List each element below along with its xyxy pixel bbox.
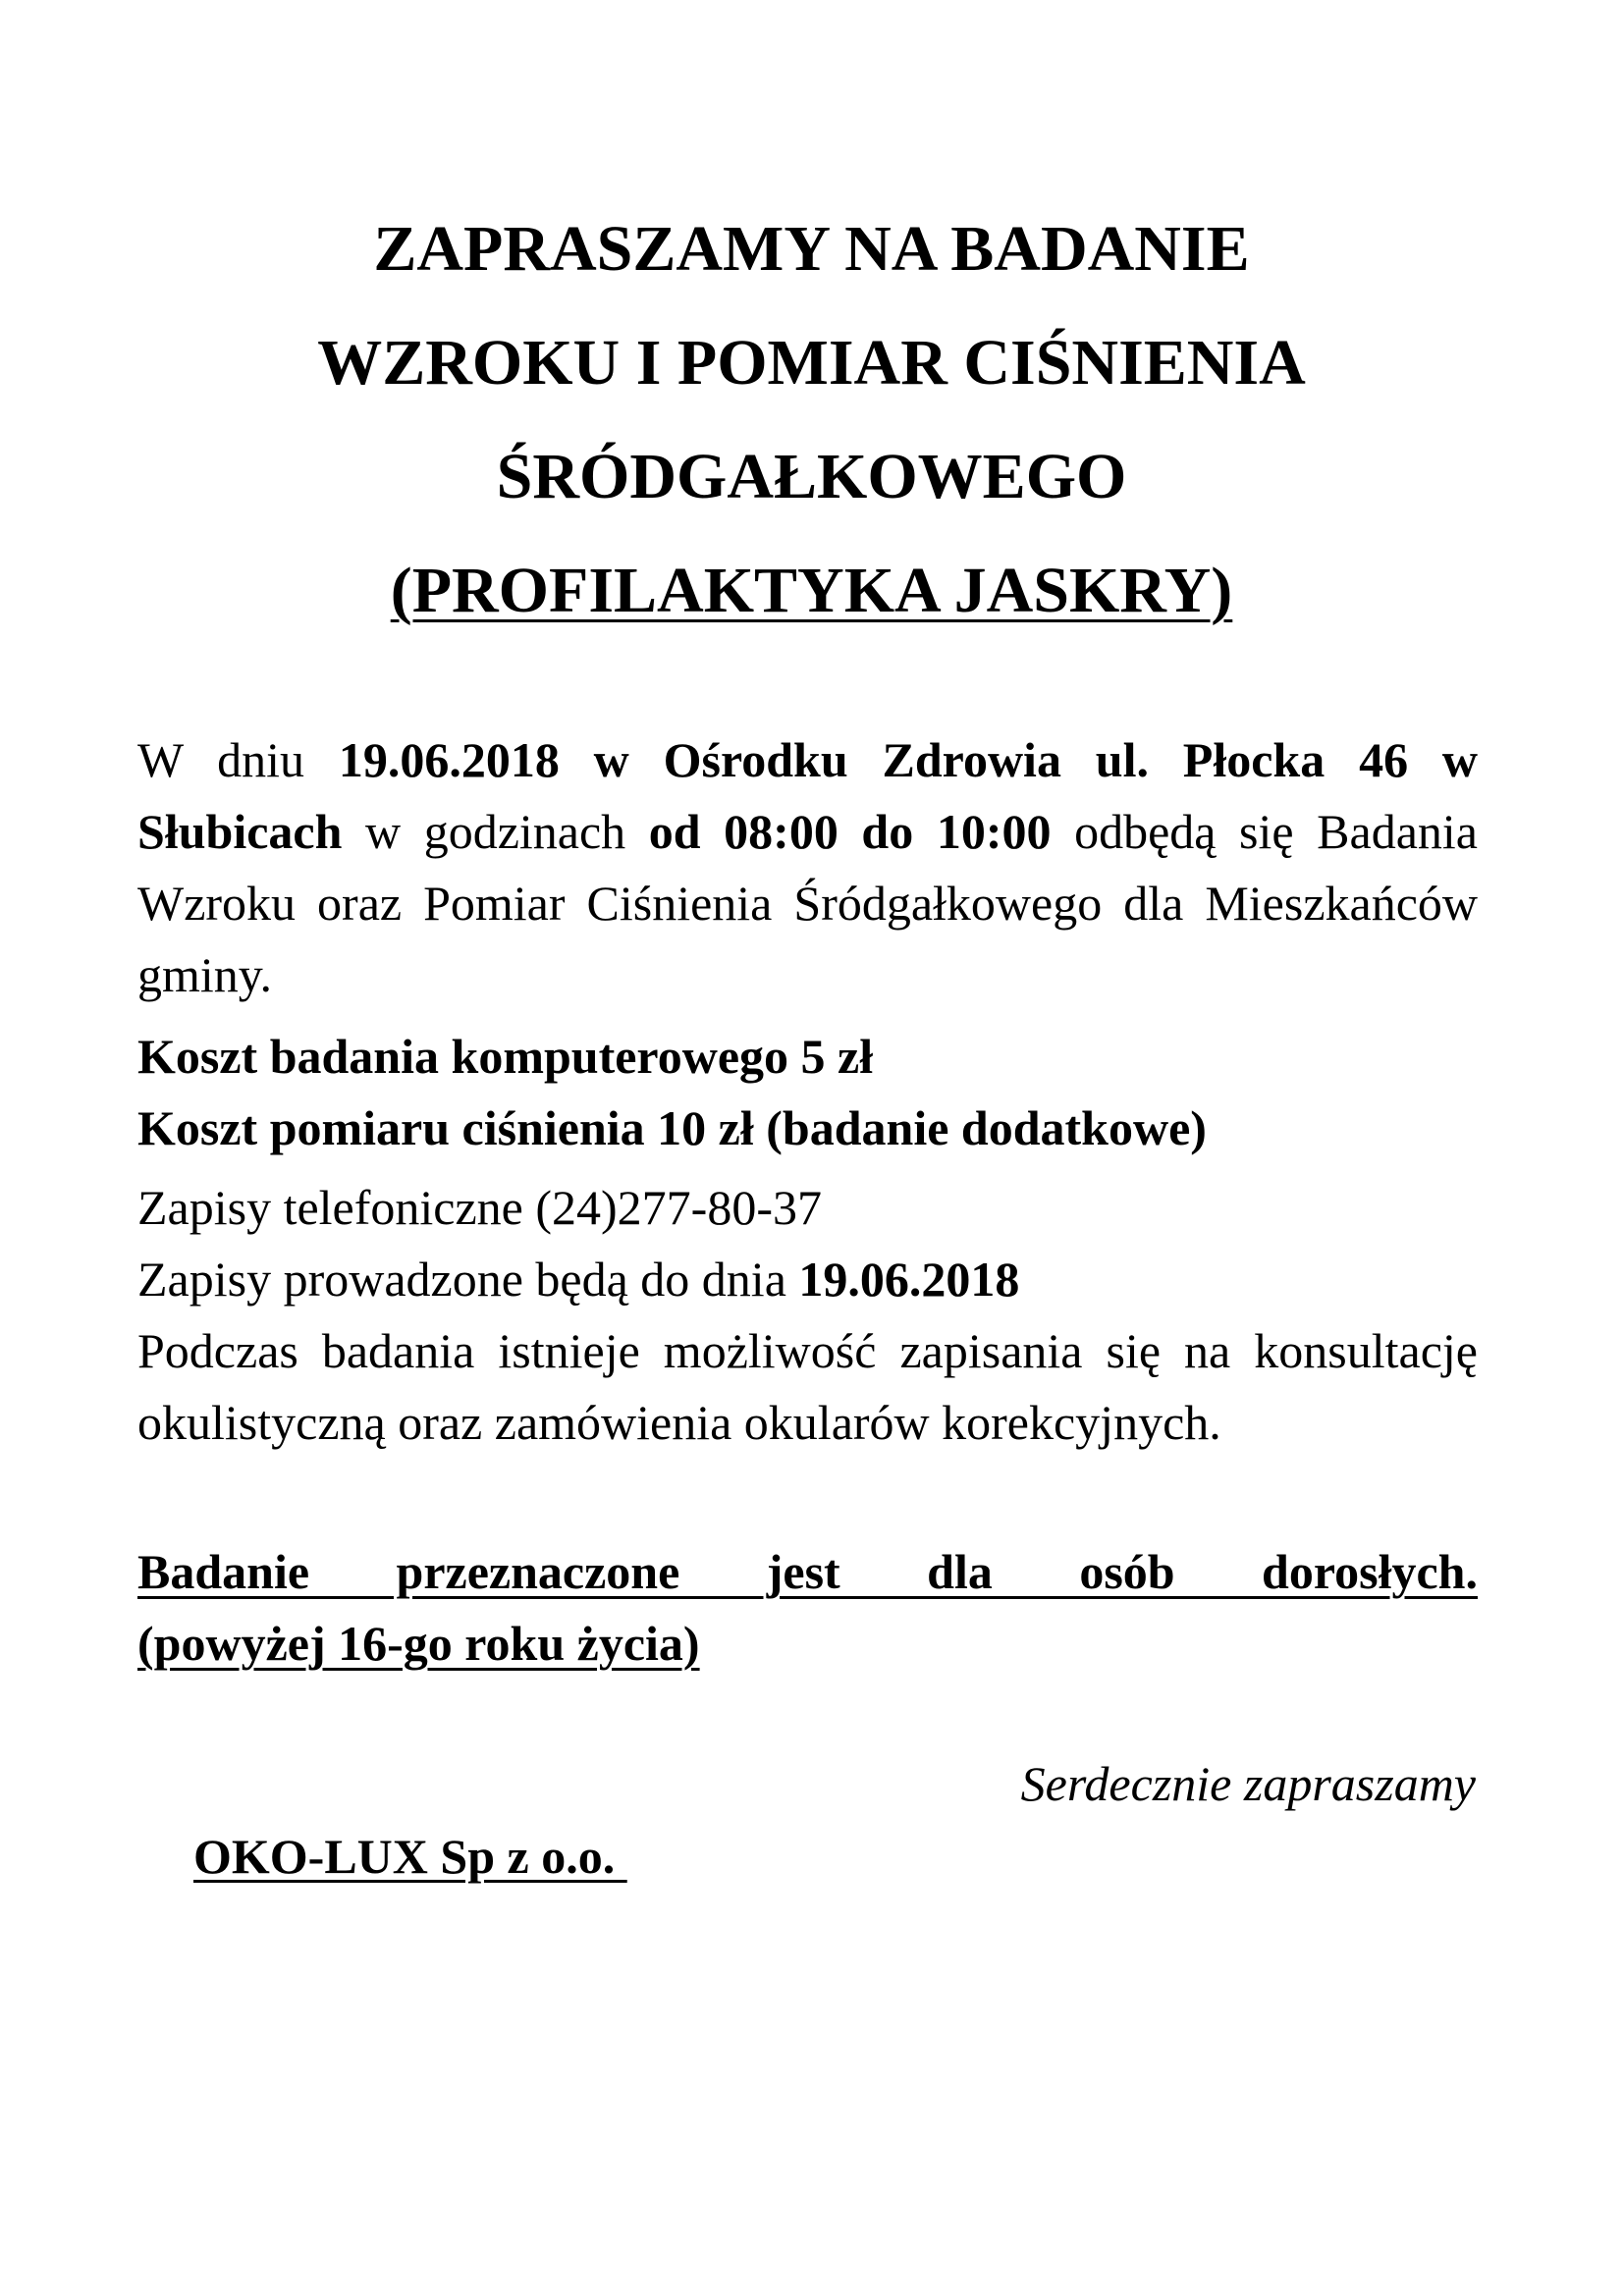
- title-line-4: [0, 534, 1623, 648]
- title-subtitle: (PROFILAKTYKA JASKRY): [390, 555, 1233, 626]
- intro-w: w: [593, 732, 629, 787]
- title-line-3: ŚRÓDGAŁKOWEGO: [496, 441, 1127, 512]
- consultation-info: Podczas badania istnieje możliwość zapisania się na konsultację okulistyczną oraz zamówienia okularów korekcyjnych.: [137, 1323, 1478, 1450]
- registration-deadline-date: 19.06.2018: [798, 1252, 1020, 1307]
- registration-deadline: [137, 1244, 1478, 1315]
- audience-age: (powyżej 16-go roku życia): [137, 1616, 700, 1671]
- intro-w-dniu: W dniu: [137, 732, 305, 787]
- registration-deadline-prefix: Zapisy prowadzone będą do dnia: [137, 1252, 786, 1307]
- cost-section: [137, 1021, 1478, 1164]
- company-name: OKO-LUX Sp z o.o.: [193, 1829, 627, 1884]
- cost-computer-exam: Koszt badania komputerowego 5 zł: [137, 1029, 874, 1084]
- event-date: 19.06.2018: [338, 732, 560, 787]
- event-hours: od 08:00 do 10:00: [648, 804, 1052, 859]
- page-title: [0, 192, 1623, 648]
- intro-rest: odbędą się Badania Wzroku oraz Pomiar Ciśnienia Śródgałkowego dla Mieszkańców gminy.: [137, 804, 1478, 1002]
- registration-section: [137, 1172, 1478, 1459]
- title-line-2: WZROKU I POMIAR CIŚNIENIA: [317, 327, 1306, 399]
- event-place: Ośrodku Zdrowia ul. Płocka 46: [663, 732, 1409, 787]
- audience-line-2: [137, 1608, 1478, 1680]
- intro-w2: w: [1441, 732, 1478, 787]
- cost-pressure-measurement: Koszt pomiaru ciśnienia 10 zł (badanie dodatkowe): [137, 1100, 1207, 1155]
- intro-w-godzinach: w godzinach: [365, 804, 626, 859]
- registration-phone: Zapisy telefoniczne (24)277-80-37: [137, 1180, 822, 1235]
- audience-section: [137, 1536, 1478, 1680]
- intro-paragraph: [137, 724, 1478, 1011]
- event-town: Słubicach: [137, 804, 343, 859]
- closing-greeting: Serdecznie zapraszamy: [1020, 1756, 1476, 1811]
- audience-line-1: Badanie przeznaczone jest dla osób dorosłych.: [137, 1544, 1478, 1599]
- title-line-1: ZAPRASZAMY NA BADANIE: [373, 213, 1250, 285]
